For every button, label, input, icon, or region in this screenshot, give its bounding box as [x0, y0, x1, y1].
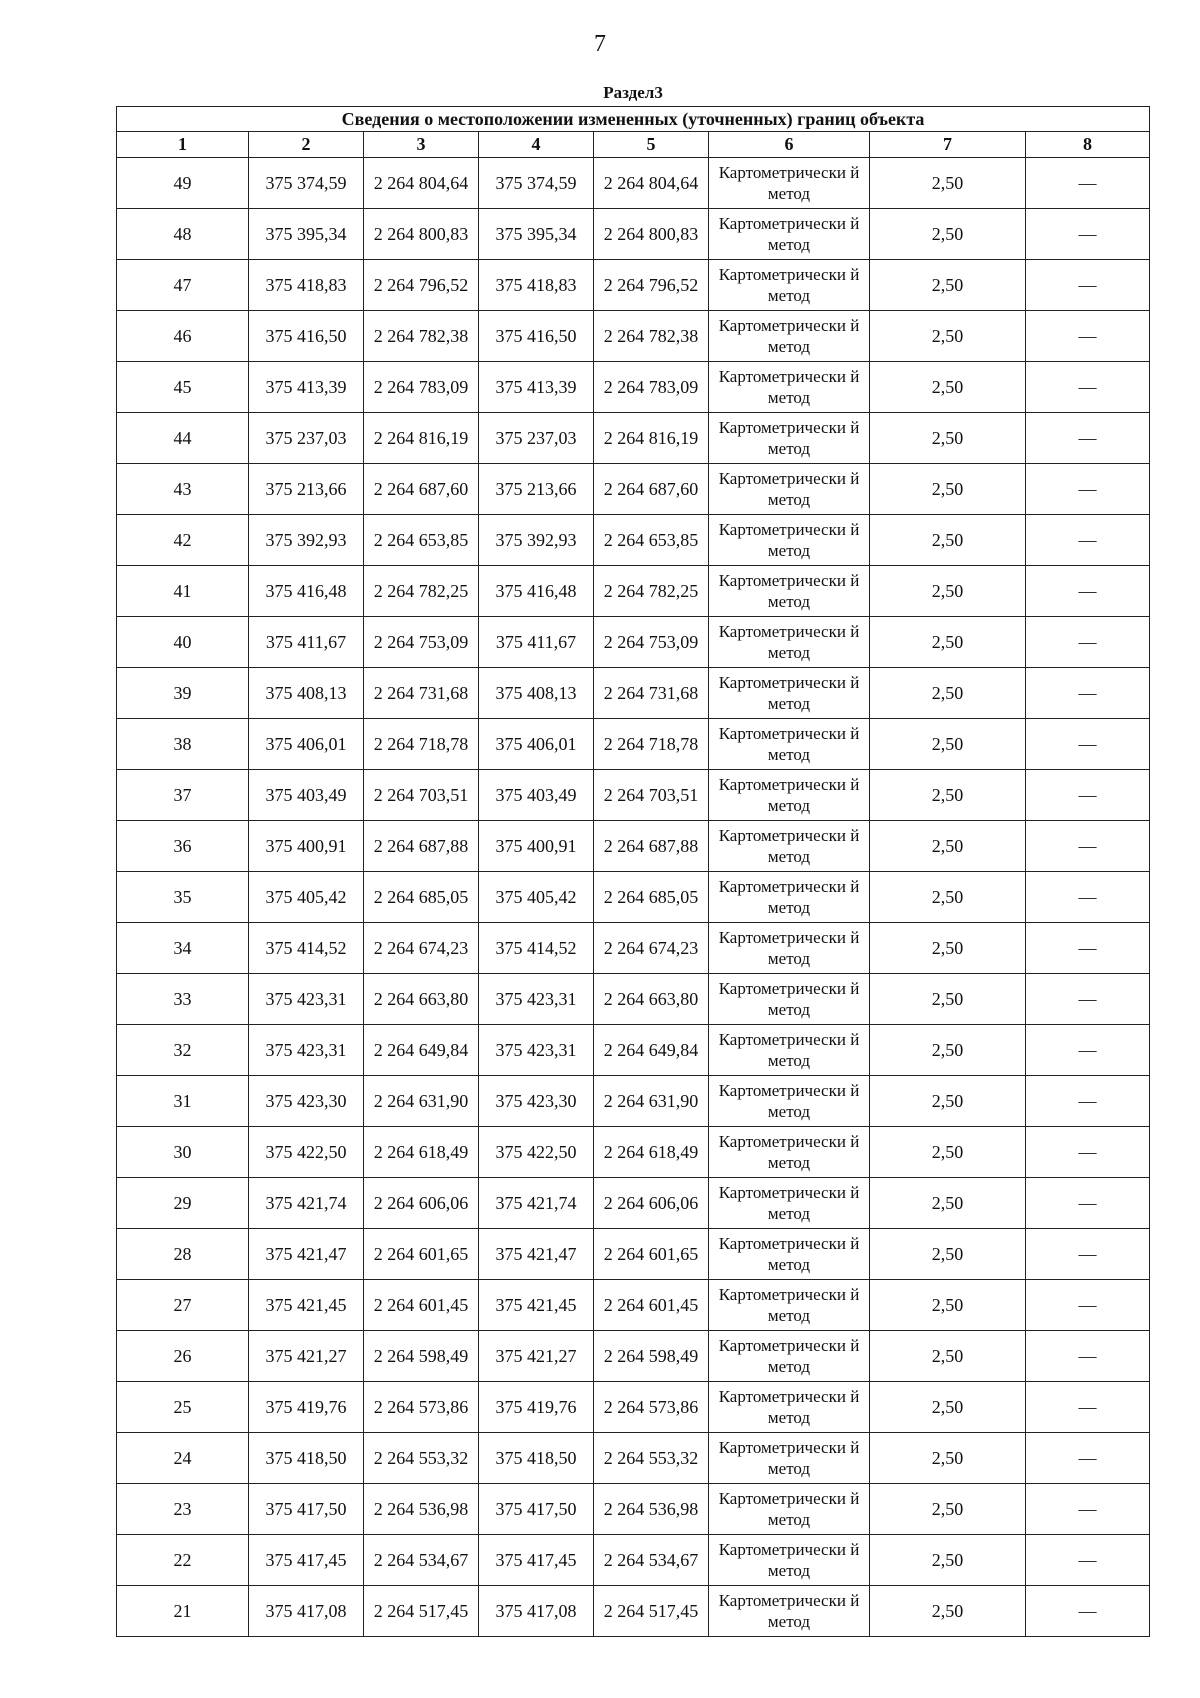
y-old-cell: 2 264 631,90 — [364, 1076, 479, 1127]
accuracy-cell: 2,50 — [870, 1484, 1026, 1535]
x-new-cell: 375 374,59 — [479, 158, 594, 209]
accuracy-cell: 2,50 — [870, 923, 1026, 974]
y-old-cell: 2 264 800,83 — [364, 209, 479, 260]
y-old-cell: 2 264 804,64 — [364, 158, 479, 209]
method-cell: Картометрически й метод — [709, 1484, 870, 1535]
table-row — [117, 719, 1150, 770]
y-new-cell: 2 264 631,90 — [594, 1076, 709, 1127]
note-cell: — — [1026, 1178, 1150, 1229]
point-number-cell: 35 — [117, 872, 249, 923]
accuracy-cell: 2,50 — [870, 821, 1026, 872]
x-old-cell: 375 417,08 — [249, 1586, 364, 1637]
x-old-cell: 375 414,52 — [249, 923, 364, 974]
table-row — [117, 464, 1150, 515]
x-new-cell: 375 421,74 — [479, 1178, 594, 1229]
y-old-cell: 2 264 687,60 — [364, 464, 479, 515]
note-cell: — — [1026, 1280, 1150, 1331]
accuracy-cell: 2,50 — [870, 1586, 1026, 1637]
x-old-cell: 375 411,67 — [249, 617, 364, 668]
column-header: 6 — [709, 132, 870, 158]
y-old-cell: 2 264 796,52 — [364, 260, 479, 311]
accuracy-cell: 2,50 — [870, 1535, 1026, 1586]
note-cell: — — [1026, 566, 1150, 617]
y-old-cell: 2 264 653,85 — [364, 515, 479, 566]
method-cell: Картометрически й метод — [709, 1280, 870, 1331]
method-cell: Картометрически й метод — [709, 1178, 870, 1229]
x-new-cell: 375 423,31 — [479, 1025, 594, 1076]
y-new-cell: 2 264 816,19 — [594, 413, 709, 464]
table-row — [117, 566, 1150, 617]
method-cell: Картометрически й метод — [709, 719, 870, 770]
column-header: 1 — [117, 132, 249, 158]
x-old-cell: 375 213,66 — [249, 464, 364, 515]
y-old-cell: 2 264 782,38 — [364, 311, 479, 362]
note-cell: — — [1026, 1484, 1150, 1535]
note-cell: — — [1026, 719, 1150, 770]
accuracy-cell: 2,50 — [870, 1229, 1026, 1280]
note-cell: — — [1026, 260, 1150, 311]
table-row — [117, 1586, 1150, 1637]
x-old-cell: 375 400,91 — [249, 821, 364, 872]
x-new-cell: 375 237,03 — [479, 413, 594, 464]
point-number-cell: 32 — [117, 1025, 249, 1076]
note-cell: — — [1026, 770, 1150, 821]
point-number-cell: 28 — [117, 1229, 249, 1280]
y-new-cell: 2 264 687,60 — [594, 464, 709, 515]
y-old-cell: 2 264 703,51 — [364, 770, 479, 821]
section-title: Раздел3 — [117, 80, 1150, 107]
x-new-cell: 375 392,93 — [479, 515, 594, 566]
y-new-cell: 2 264 517,45 — [594, 1586, 709, 1637]
note-cell: — — [1026, 617, 1150, 668]
note-cell: — — [1026, 209, 1150, 260]
method-cell: Картометрически й метод — [709, 1331, 870, 1382]
x-old-cell: 375 395,34 — [249, 209, 364, 260]
method-cell: Картометрически й метод — [709, 311, 870, 362]
table-row — [117, 872, 1150, 923]
accuracy-cell: 2,50 — [870, 668, 1026, 719]
method-cell: Картометрически й метод — [709, 1535, 870, 1586]
y-new-cell: 2 264 601,65 — [594, 1229, 709, 1280]
x-new-cell: 375 395,34 — [479, 209, 594, 260]
y-old-cell: 2 264 685,05 — [364, 872, 479, 923]
y-new-cell: 2 264 601,45 — [594, 1280, 709, 1331]
y-old-cell: 2 264 782,25 — [364, 566, 479, 617]
y-new-cell: 2 264 703,51 — [594, 770, 709, 821]
y-old-cell: 2 264 816,19 — [364, 413, 479, 464]
column-header: 8 — [1026, 132, 1150, 158]
table-row — [117, 1076, 1150, 1127]
table-row — [117, 209, 1150, 260]
y-new-cell: 2 264 782,38 — [594, 311, 709, 362]
method-cell: Картометрически й метод — [709, 260, 870, 311]
y-old-cell: 2 264 601,65 — [364, 1229, 479, 1280]
x-old-cell: 375 405,42 — [249, 872, 364, 923]
table-row — [117, 1484, 1150, 1535]
x-old-cell: 375 422,50 — [249, 1127, 364, 1178]
point-number-cell: 43 — [117, 464, 249, 515]
table-row — [117, 1025, 1150, 1076]
note-cell: — — [1026, 1076, 1150, 1127]
x-old-cell: 375 421,74 — [249, 1178, 364, 1229]
x-old-cell: 375 406,01 — [249, 719, 364, 770]
y-new-cell: 2 264 731,68 — [594, 668, 709, 719]
x-new-cell: 375 213,66 — [479, 464, 594, 515]
y-old-cell: 2 264 687,88 — [364, 821, 479, 872]
y-new-cell: 2 264 649,84 — [594, 1025, 709, 1076]
accuracy-cell: 2,50 — [870, 1178, 1026, 1229]
y-new-cell: 2 264 618,49 — [594, 1127, 709, 1178]
y-old-cell: 2 264 674,23 — [364, 923, 479, 974]
accuracy-cell: 2,50 — [870, 464, 1026, 515]
boundary-coordinates-table — [116, 80, 1150, 1637]
accuracy-cell: 2,50 — [870, 515, 1026, 566]
x-old-cell: 375 418,50 — [249, 1433, 364, 1484]
method-cell: Картометрически й метод — [709, 1076, 870, 1127]
column-header: 7 — [870, 132, 1026, 158]
y-new-cell: 2 264 598,49 — [594, 1331, 709, 1382]
x-new-cell: 375 400,91 — [479, 821, 594, 872]
column-header: 4 — [479, 132, 594, 158]
method-cell: Картометрически й метод — [709, 1433, 870, 1484]
x-new-cell: 375 422,50 — [479, 1127, 594, 1178]
x-old-cell: 375 416,50 — [249, 311, 364, 362]
column-header: 5 — [594, 132, 709, 158]
point-number-cell: 46 — [117, 311, 249, 362]
note-cell: — — [1026, 923, 1150, 974]
table-row — [117, 821, 1150, 872]
point-number-cell: 48 — [117, 209, 249, 260]
y-new-cell: 2 264 663,80 — [594, 974, 709, 1025]
note-cell: — — [1026, 413, 1150, 464]
method-cell: Картометрически й метод — [709, 617, 870, 668]
table-row — [117, 413, 1150, 464]
accuracy-cell: 2,50 — [870, 1127, 1026, 1178]
accuracy-cell: 2,50 — [870, 362, 1026, 413]
x-new-cell: 375 413,39 — [479, 362, 594, 413]
accuracy-cell: 2,50 — [870, 1382, 1026, 1433]
table-row — [117, 1280, 1150, 1331]
column-header: 2 — [249, 132, 364, 158]
table-row — [117, 770, 1150, 821]
point-number-cell: 26 — [117, 1331, 249, 1382]
x-new-cell: 375 418,83 — [479, 260, 594, 311]
table-row — [117, 668, 1150, 719]
x-old-cell: 375 421,47 — [249, 1229, 364, 1280]
point-number-cell: 37 — [117, 770, 249, 821]
note-cell: — — [1026, 515, 1150, 566]
point-number-cell: 41 — [117, 566, 249, 617]
table-row — [117, 362, 1150, 413]
point-number-cell: 39 — [117, 668, 249, 719]
method-cell: Картометрически й метод — [709, 1382, 870, 1433]
y-old-cell: 2 264 718,78 — [364, 719, 479, 770]
method-cell: Картометрически й метод — [709, 464, 870, 515]
method-cell: Картометрически й метод — [709, 923, 870, 974]
note-cell: — — [1026, 872, 1150, 923]
accuracy-cell: 2,50 — [870, 209, 1026, 260]
y-old-cell: 2 264 606,06 — [364, 1178, 479, 1229]
note-cell: — — [1026, 1382, 1150, 1433]
note-cell: — — [1026, 311, 1150, 362]
x-old-cell: 375 237,03 — [249, 413, 364, 464]
table-row — [117, 260, 1150, 311]
x-old-cell: 375 418,83 — [249, 260, 364, 311]
x-new-cell: 375 408,13 — [479, 668, 594, 719]
y-old-cell: 2 264 618,49 — [364, 1127, 479, 1178]
method-cell: Картометрически й метод — [709, 1229, 870, 1280]
table-row — [117, 923, 1150, 974]
table-row — [117, 158, 1150, 209]
y-new-cell: 2 264 536,98 — [594, 1484, 709, 1535]
point-number-cell: 23 — [117, 1484, 249, 1535]
method-cell: Картометрически й метод — [709, 821, 870, 872]
x-old-cell: 375 423,31 — [249, 1025, 364, 1076]
y-new-cell: 2 264 782,25 — [594, 566, 709, 617]
accuracy-cell: 2,50 — [870, 872, 1026, 923]
x-old-cell: 375 421,27 — [249, 1331, 364, 1382]
x-old-cell: 375 416,48 — [249, 566, 364, 617]
y-new-cell: 2 264 606,06 — [594, 1178, 709, 1229]
note-cell: — — [1026, 974, 1150, 1025]
x-old-cell: 375 421,45 — [249, 1280, 364, 1331]
x-old-cell: 375 374,59 — [249, 158, 364, 209]
note-cell: — — [1026, 1025, 1150, 1076]
x-new-cell: 375 417,45 — [479, 1535, 594, 1586]
x-new-cell: 375 416,48 — [479, 566, 594, 617]
table-row — [117, 311, 1150, 362]
y-new-cell: 2 264 800,83 — [594, 209, 709, 260]
method-cell: Картометрически й метод — [709, 515, 870, 566]
accuracy-cell: 2,50 — [870, 566, 1026, 617]
x-old-cell: 375 392,93 — [249, 515, 364, 566]
point-number-cell: 49 — [117, 158, 249, 209]
method-cell: Картометрически й метод — [709, 566, 870, 617]
y-new-cell: 2 264 653,85 — [594, 515, 709, 566]
method-cell: Картометрически й метод — [709, 1586, 870, 1637]
point-number-cell: 24 — [117, 1433, 249, 1484]
point-number-cell: 34 — [117, 923, 249, 974]
table-row — [117, 515, 1150, 566]
x-new-cell: 375 421,47 — [479, 1229, 594, 1280]
y-new-cell: 2 264 796,52 — [594, 260, 709, 311]
point-number-cell: 21 — [117, 1586, 249, 1637]
point-number-cell: 25 — [117, 1382, 249, 1433]
note-cell: — — [1026, 1433, 1150, 1484]
section-title-row — [117, 80, 1150, 107]
y-new-cell: 2 264 687,88 — [594, 821, 709, 872]
y-old-cell: 2 264 534,67 — [364, 1535, 479, 1586]
x-new-cell: 375 421,27 — [479, 1331, 594, 1382]
point-number-cell: 44 — [117, 413, 249, 464]
x-old-cell: 375 403,49 — [249, 770, 364, 821]
note-cell: — — [1026, 1331, 1150, 1382]
column-header: 3 — [364, 132, 479, 158]
note-cell: — — [1026, 821, 1150, 872]
note-cell: — — [1026, 1586, 1150, 1637]
note-cell: — — [1026, 1229, 1150, 1280]
y-new-cell: 2 264 553,32 — [594, 1433, 709, 1484]
accuracy-cell: 2,50 — [870, 1280, 1026, 1331]
note-cell: — — [1026, 362, 1150, 413]
x-new-cell: 375 406,01 — [479, 719, 594, 770]
point-number-cell: 38 — [117, 719, 249, 770]
column-header-row — [117, 132, 1150, 158]
point-number-cell: 42 — [117, 515, 249, 566]
table-row — [117, 1229, 1150, 1280]
table-row — [117, 974, 1150, 1025]
x-new-cell: 375 403,49 — [479, 770, 594, 821]
x-old-cell: 375 419,76 — [249, 1382, 364, 1433]
accuracy-cell: 2,50 — [870, 1433, 1026, 1484]
y-old-cell: 2 264 783,09 — [364, 362, 479, 413]
method-cell: Картометрически й метод — [709, 413, 870, 464]
point-number-cell: 45 — [117, 362, 249, 413]
accuracy-cell: 2,50 — [870, 770, 1026, 821]
y-old-cell: 2 264 536,98 — [364, 1484, 479, 1535]
x-old-cell: 375 423,30 — [249, 1076, 364, 1127]
method-cell: Картометрически й метод — [709, 974, 870, 1025]
method-cell: Картометрически й метод — [709, 158, 870, 209]
table-body — [117, 158, 1150, 1637]
y-old-cell: 2 264 753,09 — [364, 617, 479, 668]
accuracy-cell: 2,50 — [870, 617, 1026, 668]
point-number-cell: 29 — [117, 1178, 249, 1229]
x-old-cell: 375 417,45 — [249, 1535, 364, 1586]
y-new-cell: 2 264 674,23 — [594, 923, 709, 974]
page-number: 7 — [594, 31, 606, 57]
y-old-cell: 2 264 517,45 — [364, 1586, 479, 1637]
method-cell: Картометрически й метод — [709, 668, 870, 719]
point-number-cell: 36 — [117, 821, 249, 872]
point-number-cell: 47 — [117, 260, 249, 311]
method-cell: Картометрически й метод — [709, 770, 870, 821]
y-old-cell: 2 264 663,80 — [364, 974, 479, 1025]
point-number-cell: 30 — [117, 1127, 249, 1178]
y-new-cell: 2 264 783,09 — [594, 362, 709, 413]
note-cell: — — [1026, 1535, 1150, 1586]
table-row — [117, 1127, 1150, 1178]
method-cell: Картометрически й метод — [709, 1025, 870, 1076]
x-new-cell: 375 421,45 — [479, 1280, 594, 1331]
x-new-cell: 375 414,52 — [479, 923, 594, 974]
y-old-cell: 2 264 601,45 — [364, 1280, 479, 1331]
table-row — [117, 1433, 1150, 1484]
x-new-cell: 375 423,30 — [479, 1076, 594, 1127]
point-number-cell: 22 — [117, 1535, 249, 1586]
accuracy-cell: 2,50 — [870, 311, 1026, 362]
method-cell: Картометрически й метод — [709, 872, 870, 923]
point-number-cell: 40 — [117, 617, 249, 668]
accuracy-cell: 2,50 — [870, 158, 1026, 209]
y-old-cell: 2 264 598,49 — [364, 1331, 479, 1382]
y-old-cell: 2 264 649,84 — [364, 1025, 479, 1076]
table-row — [117, 1382, 1150, 1433]
y-new-cell: 2 264 685,05 — [594, 872, 709, 923]
note-cell: — — [1026, 668, 1150, 719]
x-new-cell: 375 417,50 — [479, 1484, 594, 1535]
y-new-cell: 2 264 573,86 — [594, 1382, 709, 1433]
x-new-cell: 375 418,50 — [479, 1433, 594, 1484]
y-old-cell: 2 264 731,68 — [364, 668, 479, 719]
note-cell: — — [1026, 464, 1150, 515]
x-new-cell: 375 405,42 — [479, 872, 594, 923]
x-new-cell: 375 423,31 — [479, 974, 594, 1025]
x-new-cell: 375 419,76 — [479, 1382, 594, 1433]
x-old-cell: 375 423,31 — [249, 974, 364, 1025]
y-new-cell: 2 264 534,67 — [594, 1535, 709, 1586]
x-new-cell: 375 416,50 — [479, 311, 594, 362]
y-old-cell: 2 264 573,86 — [364, 1382, 479, 1433]
x-old-cell: 375 417,50 — [249, 1484, 364, 1535]
x-new-cell: 375 417,08 — [479, 1586, 594, 1637]
note-cell: — — [1026, 1127, 1150, 1178]
accuracy-cell: 2,50 — [870, 1025, 1026, 1076]
y-old-cell: 2 264 553,32 — [364, 1433, 479, 1484]
accuracy-cell: 2,50 — [870, 260, 1026, 311]
accuracy-cell: 2,50 — [870, 1076, 1026, 1127]
note-cell: — — [1026, 158, 1150, 209]
y-new-cell: 2 264 753,09 — [594, 617, 709, 668]
method-cell: Картометрически й метод — [709, 209, 870, 260]
point-number-cell: 27 — [117, 1280, 249, 1331]
method-cell: Картометрически й метод — [709, 362, 870, 413]
point-number-cell: 33 — [117, 974, 249, 1025]
table-row — [117, 1535, 1150, 1586]
table-row — [117, 617, 1150, 668]
y-new-cell: 2 264 718,78 — [594, 719, 709, 770]
accuracy-cell: 2,50 — [870, 413, 1026, 464]
table-row — [117, 1331, 1150, 1382]
table-row — [117, 1178, 1150, 1229]
accuracy-cell: 2,50 — [870, 1331, 1026, 1382]
y-new-cell: 2 264 804,64 — [594, 158, 709, 209]
accuracy-cell: 2,50 — [870, 719, 1026, 770]
accuracy-cell: 2,50 — [870, 974, 1026, 1025]
x-new-cell: 375 411,67 — [479, 617, 594, 668]
x-old-cell: 375 408,13 — [249, 668, 364, 719]
method-cell: Картометрически й метод — [709, 1127, 870, 1178]
x-old-cell: 375 413,39 — [249, 362, 364, 413]
table-caption-row — [117, 107, 1150, 132]
point-number-cell: 31 — [117, 1076, 249, 1127]
table-caption: Сведения о местоположении измененных (уточненных) границ объекта — [117, 107, 1150, 132]
